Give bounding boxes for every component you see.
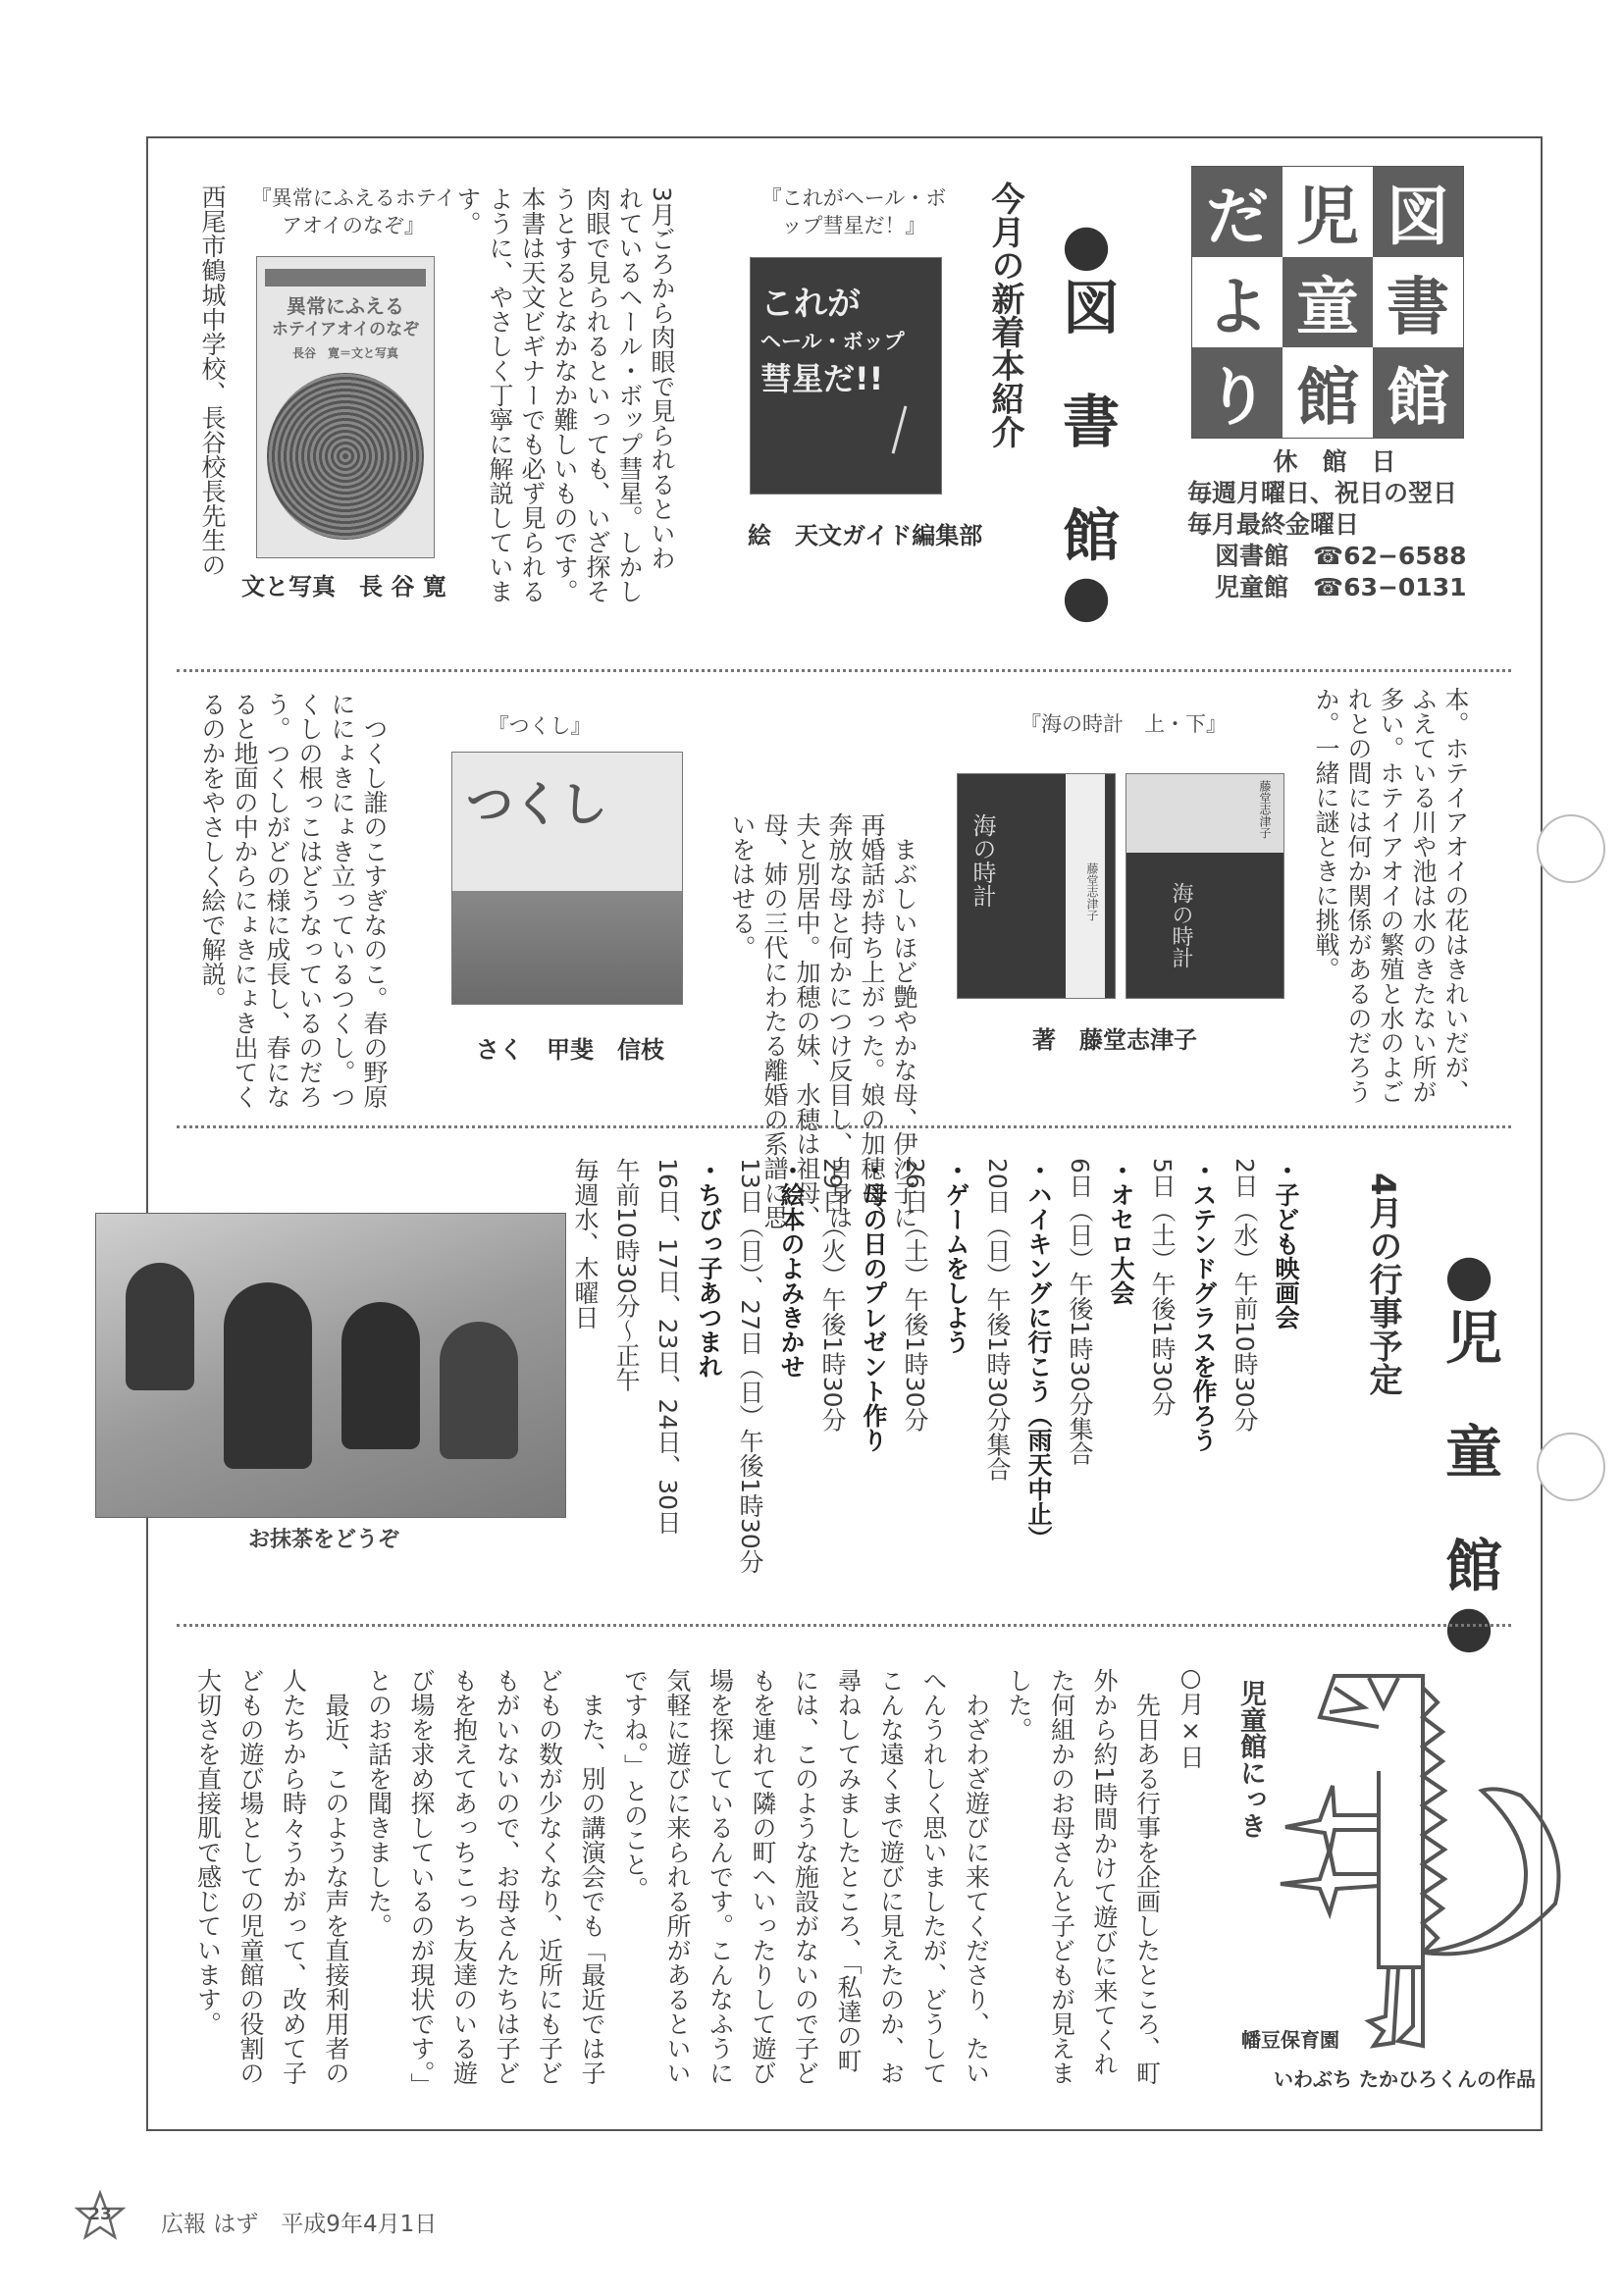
phone-number: ☎62−6588 xyxy=(1313,542,1467,570)
cover-subtitle: 長谷 寛＝文と写真 xyxy=(291,346,398,360)
text-column: へんうれしく思いましたが、どうして xyxy=(919,1668,948,2085)
text-column: こんな遠くまで遊びに見えたのか、お xyxy=(876,1668,906,2085)
text-column: 外から約1時間かけて遊びに来てくれ xyxy=(1090,1668,1119,2076)
event-time: 20日（日）午後1時30分集合 xyxy=(983,1158,1012,1482)
book-author-line: 西尾市鶴城中学校、長谷校長先生の xyxy=(198,184,227,577)
cover-title: 海の時計 xyxy=(969,813,996,908)
text-column: す。 xyxy=(453,186,482,235)
text-column: とのお話を聞きました。 xyxy=(364,1668,393,1938)
cover-author: 藤堂志津子 xyxy=(1085,862,1099,921)
event-name: ・ちびっ子あつまれ xyxy=(695,1158,723,1379)
book-credit: 文と写真 長 谷 寛 xyxy=(241,573,446,600)
logo-cell: だ xyxy=(1192,167,1283,257)
text-column: ように、やさしく丁寧に解説していま xyxy=(486,186,514,603)
book-credit: さく 甲斐 信枝 xyxy=(476,1036,664,1064)
event-time: 毎週水、木曜日 xyxy=(571,1158,600,1330)
text-column: た何組かのお母さんと子どもが見えま xyxy=(1047,1668,1076,2085)
text-column: また、別の講演会でも「最近では子 xyxy=(578,1668,606,2085)
text-column: もを連れて隣の町へいったりして遊び xyxy=(749,1668,777,2085)
newsletter-logo xyxy=(1191,166,1464,439)
text-column: 気軽に遊びに来られる所があるといい xyxy=(663,1668,692,2085)
text-column: れているヘール・ボップ彗星。しかし xyxy=(615,186,644,603)
event-name: ・ステンドグラスを作ろう xyxy=(1189,1158,1218,1452)
text-column: ると地面の中からにょきにょき出てく xyxy=(231,692,259,1109)
dinosaur-drawing-icon xyxy=(1276,1668,1570,2061)
closed-days-info xyxy=(1187,446,1482,603)
drawing-caption-artist: いわぶち たかひろくんの作品 xyxy=(1274,2067,1536,2091)
logo-cell: 童 xyxy=(1283,257,1373,347)
logo-cell: 館 xyxy=(1283,347,1373,438)
text-column: ですね。」とのこと。 xyxy=(620,1668,650,1902)
text-column: もがいないので、お母さんたちは子ど xyxy=(493,1668,521,2085)
binder-hole xyxy=(1537,814,1605,883)
text-column: には、このような施設がないので子ど xyxy=(791,1668,820,2085)
logo-cell: よ xyxy=(1192,257,1283,347)
text-column: 人たちから時々うかがって、改めて子 xyxy=(279,1668,308,2085)
diary-date: ○月×日 xyxy=(1177,1663,1205,1769)
book-cover-water-hyacinth xyxy=(256,256,435,558)
diary-text xyxy=(186,1668,1169,2098)
tea-ceremony-photo xyxy=(95,1213,566,1518)
text-column: した。 xyxy=(1005,1668,1033,1742)
text-column: 肉眼で見られるといっても、いざ探そ xyxy=(583,186,611,603)
book-cover-umi-no-tokei-2 xyxy=(1126,773,1284,999)
logo-cell: 図 xyxy=(1373,167,1463,257)
text-column: もを抱えてあっちこっち友達のいる遊 xyxy=(449,1668,479,2085)
binder-hole xyxy=(1537,1433,1605,1501)
drawing-caption-school: 幡豆保育園 xyxy=(1241,2028,1339,2052)
cover-title: 海の時計 xyxy=(1169,882,1193,968)
divider xyxy=(177,669,1511,672)
page-number: 23 xyxy=(88,2205,112,2224)
event-time: 16日、17日、23日、24日、30日 xyxy=(654,1158,682,1536)
event-time: 6日（日）午後1時30分集合 xyxy=(1066,1158,1094,1466)
cover-title: これが xyxy=(760,285,861,324)
event-name: ・子ども映画会 xyxy=(1272,1158,1300,1330)
book-description xyxy=(726,812,920,1229)
text-column: 本。ホテイアオイの花はきれいだが、 xyxy=(1441,687,1470,1104)
publication-info: 広報 はず 平成9年4月1日 xyxy=(161,2212,438,2237)
text-column: 再婚話が持ち上がった。娘の加穂は、 xyxy=(858,812,886,1229)
cover-title: 彗星だ!! xyxy=(760,360,884,397)
book-description xyxy=(451,186,678,603)
event-time: 午前10時30分～正午 xyxy=(612,1158,641,1392)
library-subheading: 今月の新着本紹介 xyxy=(985,182,1024,448)
book-credit: 絵 天文ガイド編集部 xyxy=(748,522,983,549)
phone-number: ☎63−0131 xyxy=(1313,573,1467,601)
text-column: う。つくしがどの様に成長し、春にな xyxy=(263,692,291,1109)
text-column: 尋ねしてみましたところ、「私達の町 xyxy=(834,1668,863,2073)
cover-title: ホテイアオイのなぞ xyxy=(271,320,420,339)
diary-title: 児童館にっき xyxy=(1235,1680,1266,1839)
divider xyxy=(177,1624,1511,1627)
event-time: 2日（水）午前10時30分 xyxy=(1230,1158,1259,1433)
cover-title: つくし xyxy=(466,777,608,832)
event-name: ・母の日のプレゼント作り xyxy=(860,1158,888,1452)
closed-days-title: 休 館 日 xyxy=(1273,447,1396,476)
logo-cell: 書 xyxy=(1373,257,1463,347)
cover-title: 異常にふえる xyxy=(287,294,404,318)
text-column: 3月ごろから肉眼で見られるといわ xyxy=(648,186,676,570)
text-column: か。一緒に謎ときに挑戦。 xyxy=(1312,687,1340,981)
text-column: 奔放な母と何かにつけ反目し、自身は xyxy=(825,812,854,1229)
event-name: ・ゲームをしよう xyxy=(942,1158,970,1354)
cover-author: 藤堂志津子 xyxy=(1258,780,1272,839)
logo-cell: 児 xyxy=(1283,167,1373,257)
text-column: 多い。ホテイアオイの繁殖と水のよご xyxy=(1377,687,1405,1104)
book-title: 『つくし』 xyxy=(488,714,592,738)
text-column: まぶしいほど艶やかな母、伊沙子に xyxy=(890,812,918,1229)
book-description xyxy=(196,692,391,1109)
phone-label: 図書館 xyxy=(1215,542,1289,570)
text-column: 先日ある行事を企画したところ、町 xyxy=(1132,1668,1162,2085)
children-center-heading: ●児 童 館● xyxy=(1436,1241,1502,1659)
comet-icon xyxy=(892,405,908,453)
text-column: くしの根っこはどうなっているのだろ xyxy=(295,692,324,1109)
text-column: どもの遊び場としての児童館の役割の xyxy=(236,1668,265,2085)
book-title: 『これがヘール・ボップ彗星だ！』 xyxy=(760,186,947,237)
book-description xyxy=(1310,687,1472,1104)
text-column: いをはせる。 xyxy=(728,812,757,960)
text-column: ににょきにょき立っているつくし。つ xyxy=(328,692,356,1109)
text-column: 母、姉の三代にわたる離婚の系譜に思 xyxy=(760,812,789,1229)
text-column: うとするとなかなか難しいものです。 xyxy=(550,186,579,603)
library-heading: ●図 書 館● xyxy=(1053,211,1120,629)
text-column: ふえている川や池は水のきたない所が xyxy=(1409,687,1438,1104)
divider xyxy=(177,1125,1511,1128)
book-cover-comet xyxy=(750,257,942,495)
event-name: ・ハイキングに行こう（雨天中止） xyxy=(1024,1158,1053,1550)
event-time: 26日（土）午後1時30分 xyxy=(901,1158,929,1433)
text-column: わざわざ遊びに来てくださり、たい xyxy=(962,1668,991,2085)
book-title: 『海の時計 上・下』 xyxy=(1021,712,1227,736)
logo-cell: り xyxy=(1192,347,1283,438)
text-column: 本書は天文ビギナーでも必ず見られる xyxy=(518,186,547,603)
events-subheading: 4月の行事予定 xyxy=(1363,1173,1402,1396)
text-column: つくし誰のこすぎなのこ。春の野原 xyxy=(360,692,389,1109)
cover-title: ヘール・ボップ xyxy=(760,330,905,353)
text-column: 大切さを直接肌で感じています。 xyxy=(193,1668,223,2036)
events-list xyxy=(564,1158,1306,1609)
logo-cell: 館 xyxy=(1373,347,1463,438)
closed-days-line: 毎週月曜日、祝日の翌日 xyxy=(1187,479,1458,507)
photo-caption: お抹茶をどうぞ xyxy=(247,1528,399,1552)
book-cover-umi-no-tokei-1 xyxy=(957,773,1116,999)
text-column: 最近、このような声を直接利用者の xyxy=(322,1668,350,2085)
text-column: るのかをやさしく絵で解説。 xyxy=(198,692,227,1011)
text-column: び場を求め探しているのが現状です。」 xyxy=(407,1668,436,2098)
event-time: 29日（火）午後1時30分 xyxy=(818,1158,847,1433)
phone-label: 児童館 xyxy=(1215,573,1289,601)
text-column: 夫と別居中。加穂の妹、水穂は祖母、 xyxy=(793,812,821,1229)
event-time: 13日（日）、27日（日）午後1時30分 xyxy=(736,1158,764,1574)
text-column: どもの数が少なくなり、近所にも子ど xyxy=(535,1668,564,2085)
event-name: ・絵本のよみきかせ xyxy=(777,1158,806,1379)
event-name: ・オセロ大会 xyxy=(1107,1158,1135,1305)
book-title: 『異常にふえるホテイアオイのなぞ』 xyxy=(250,186,456,237)
text-column: れとの間には何か関係があるのだろう xyxy=(1344,687,1373,1104)
book-credit: 著 藤堂志津子 xyxy=(1032,1026,1197,1054)
event-time: 5日（土）午後1時30分 xyxy=(1148,1158,1177,1417)
text-column: 場を探しているんです。こんなふうに xyxy=(706,1668,735,2085)
book-cover-tsukushi xyxy=(451,752,683,1005)
closed-days-line: 毎月最終金曜日 xyxy=(1187,510,1360,539)
